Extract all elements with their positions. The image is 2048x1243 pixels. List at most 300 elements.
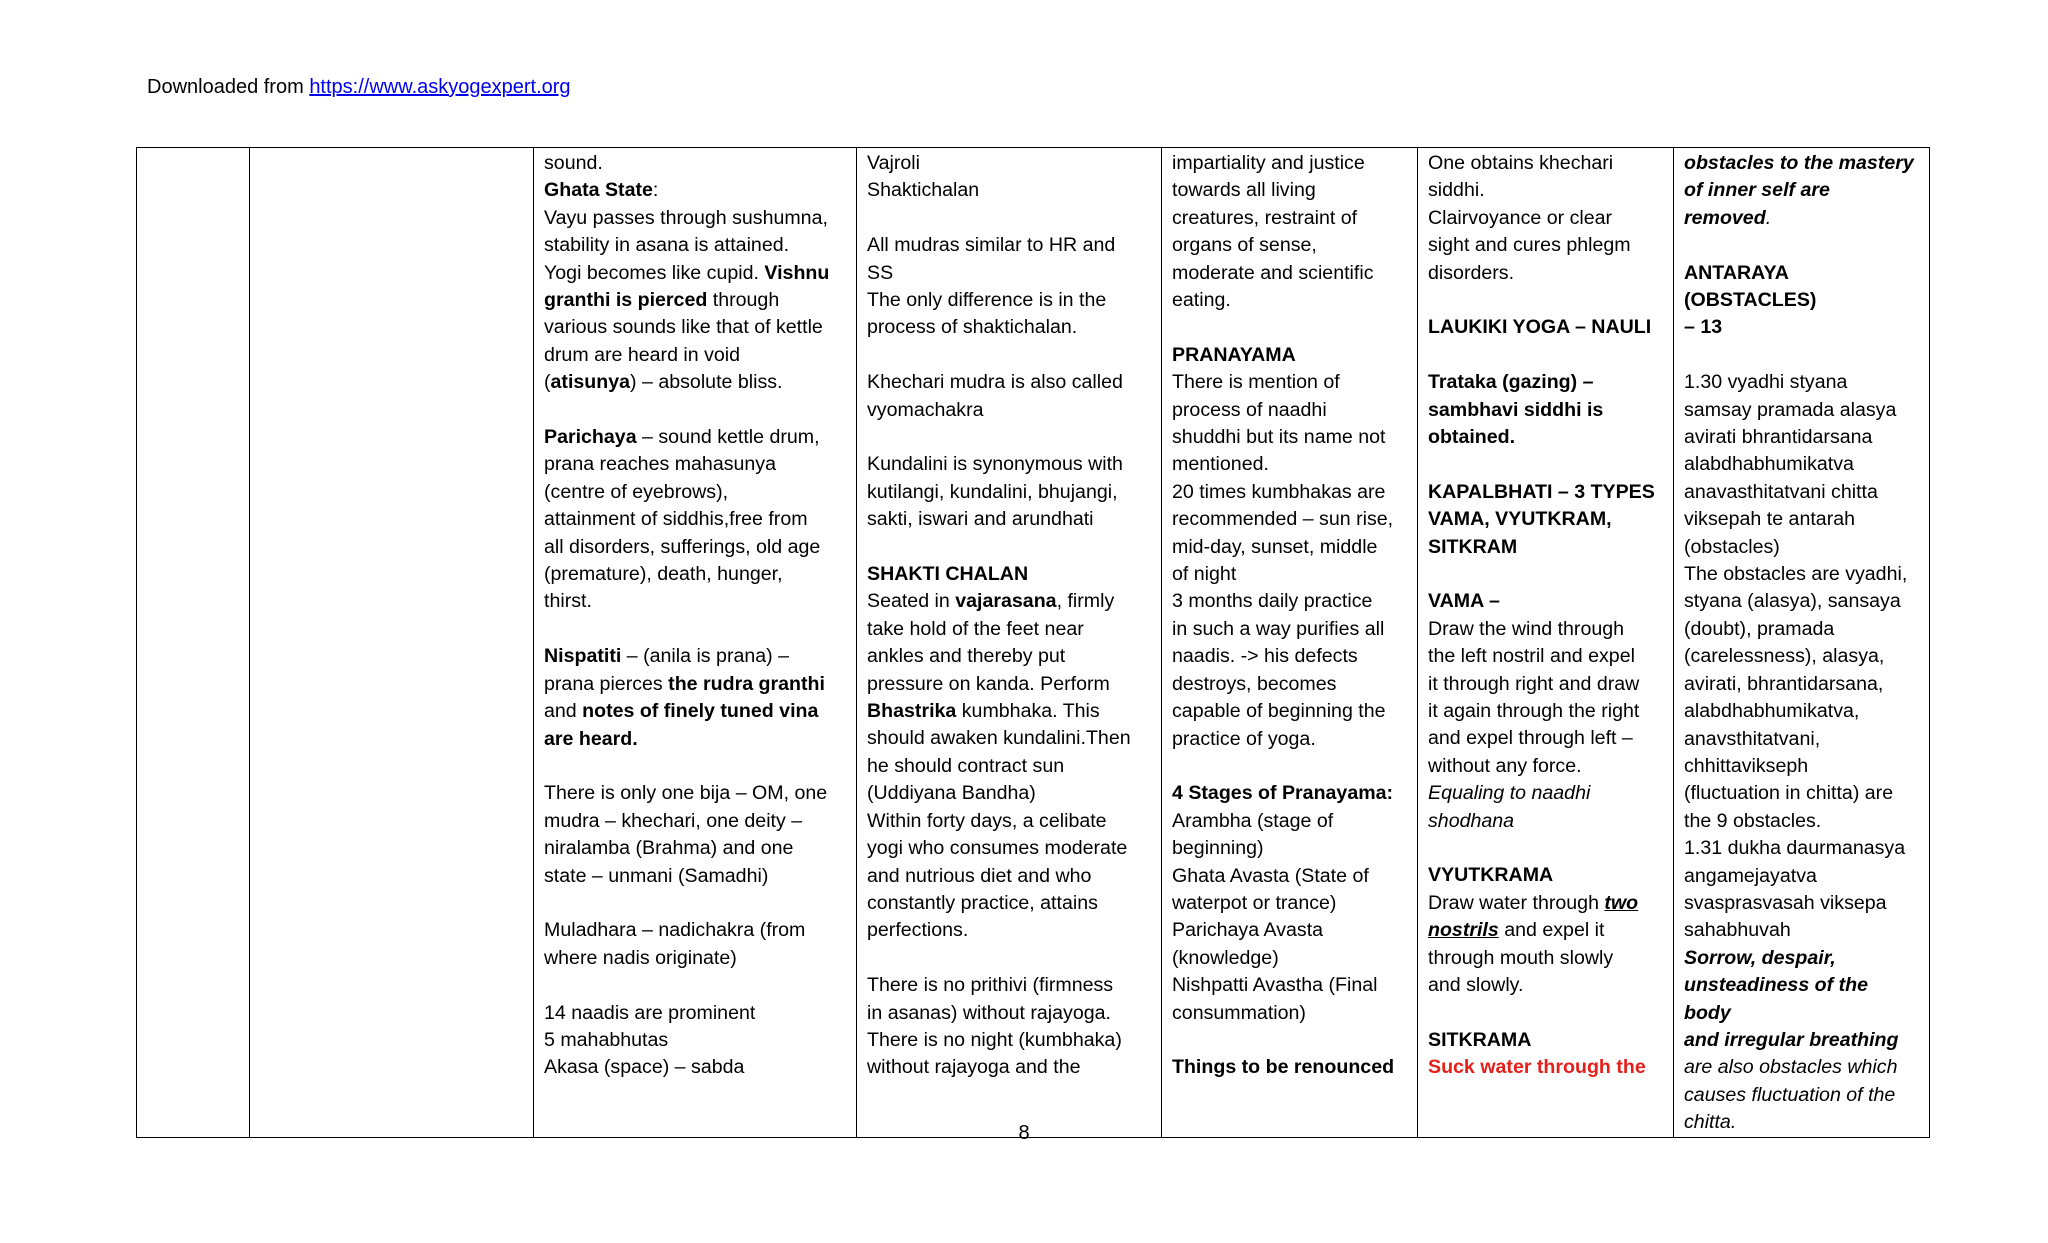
- text-run: the left nostril and expel: [1428, 645, 1635, 668]
- text-run: practice of yoga.: [1172, 727, 1316, 750]
- text-run: (knowledge): [1172, 946, 1279, 969]
- text-line: [544, 643, 846, 670]
- text-line: [1684, 1082, 1919, 1109]
- text-run: Suck water through the: [1428, 1056, 1646, 1079]
- text-run: The obstacles are vyadhi,: [1684, 563, 1908, 586]
- text-line: [1684, 588, 1919, 615]
- text-line: [1428, 643, 1663, 670]
- text-run: obstacles to the mastery: [1684, 152, 1914, 174]
- text-run: impartiality and justice: [1172, 152, 1365, 174]
- table-cell-col-2: [250, 148, 534, 1138]
- text-run: attainment of siddhis,free from: [544, 508, 808, 531]
- text-line: [1684, 1027, 1919, 1054]
- text-line: [544, 917, 846, 944]
- text-line: [1428, 342, 1663, 369]
- text-run: drum are heard in void: [544, 343, 741, 366]
- text-run: capable of beginning the: [1172, 700, 1386, 723]
- text-run: (premature), death, hunger,: [544, 563, 783, 586]
- text-run: Clairvoyance or clear: [1428, 206, 1613, 229]
- text-run: creatures, restraint of: [1172, 206, 1358, 229]
- text-line: [867, 177, 1151, 204]
- text-line: [1428, 205, 1663, 232]
- text-line: [544, 150, 846, 177]
- text-line: [867, 945, 1151, 972]
- text-run: eating.: [1172, 289, 1231, 312]
- text-line: [1172, 643, 1407, 670]
- text-run: (doubt), pramada: [1684, 617, 1835, 640]
- text-run: 1.31 dukha daurmanasya: [1684, 837, 1906, 860]
- table-row: [137, 148, 1930, 1138]
- text-line: [867, 232, 1151, 259]
- text-line: [544, 698, 846, 725]
- content-table: [136, 147, 1930, 1138]
- text-line: [1428, 972, 1663, 999]
- text-run: the rudra granthi: [668, 672, 825, 695]
- text-line: [867, 479, 1151, 506]
- text-line: [544, 1054, 846, 1081]
- text-run: 14 naadis are prominent: [544, 1001, 756, 1024]
- text-line: [867, 534, 1151, 561]
- text-run: without rajayoga and the: [867, 1056, 1081, 1079]
- text-run: viksepah te antarah: [1684, 508, 1856, 531]
- text-run: constantly practice, attains: [867, 891, 1098, 914]
- text-line: [1428, 945, 1663, 972]
- text-run: and slowly.: [1428, 974, 1524, 997]
- text-run: are also obstacles which: [1684, 1056, 1898, 1079]
- text-line: [1172, 451, 1407, 478]
- text-line: [867, 753, 1151, 780]
- text-run: without any force.: [1428, 754, 1582, 777]
- text-line: [1684, 972, 1919, 1027]
- text-run: Ghata Avasta (State of: [1172, 864, 1369, 887]
- text-line: [1428, 671, 1663, 698]
- text-line: [544, 890, 846, 917]
- text-run: it through right and draw: [1428, 672, 1640, 695]
- text-run: Kundalini is synonymous with: [867, 453, 1123, 476]
- text-run: ) – absolute bliss.: [630, 371, 783, 394]
- text-run: it again through the right: [1428, 700, 1640, 723]
- table-cell-col-5: [1162, 148, 1418, 1138]
- text-line: [1684, 945, 1919, 972]
- text-line: [544, 588, 846, 615]
- text-run: Sorrow, despair,: [1684, 946, 1836, 969]
- text-line: [867, 972, 1151, 999]
- text-line: [1428, 314, 1663, 341]
- text-run: in such a way purifies all: [1172, 617, 1385, 640]
- header-prefix: Downloaded from: [147, 76, 310, 98]
- text-run: and: [544, 700, 583, 723]
- text-line: [544, 451, 846, 478]
- text-line: [1172, 506, 1407, 533]
- text-line: [1684, 479, 1919, 506]
- text-run: KAPALBHATI – 3 TYPES: [1428, 480, 1655, 503]
- text-line: [1172, 314, 1407, 341]
- text-line: [1172, 205, 1407, 232]
- text-line: [1172, 1000, 1407, 1027]
- text-run: in asanas) without rajayoga.: [867, 1001, 1111, 1024]
- text-run: SS: [867, 261, 894, 284]
- text-run: Draw the wind through: [1428, 617, 1625, 640]
- text-run: PRANAYAMA: [1172, 343, 1296, 366]
- text-run: Muladhara – nadichakra (from: [544, 919, 806, 942]
- text-run: process of naadhi: [1172, 398, 1327, 421]
- text-line: [867, 342, 1151, 369]
- text-run: Vajroli: [867, 152, 920, 174]
- text-line: [1684, 534, 1919, 561]
- text-line: [544, 863, 846, 890]
- text-line: [544, 780, 846, 807]
- text-line: [1172, 150, 1407, 177]
- text-run: organs of sense,: [1172, 234, 1317, 257]
- text-run: perfections.: [867, 919, 969, 942]
- text-line: [1172, 260, 1407, 287]
- text-run: granthi is pierced: [544, 289, 708, 312]
- text-line: [544, 561, 846, 588]
- text-run: , firmly: [1056, 590, 1115, 613]
- text-line: [867, 205, 1151, 232]
- source-link[interactable]: https://www.askyogexpert.org: [309, 76, 571, 98]
- text-line: [1428, 506, 1663, 533]
- text-run: svasprasvasah viksepa: [1684, 891, 1887, 914]
- text-line: [1428, 808, 1663, 835]
- text-run: alabdhabhumikatva,: [1684, 700, 1860, 723]
- text-line: [1428, 780, 1663, 807]
- text-line: [1684, 780, 1919, 807]
- text-run: SHAKTI CHALAN: [867, 563, 1029, 586]
- text-line: [1172, 917, 1407, 944]
- text-run: nostrils: [1428, 919, 1499, 942]
- text-line: [1684, 616, 1919, 643]
- text-run: 1.30 vyadhi styana: [1684, 371, 1848, 394]
- text-line: [1428, 369, 1663, 396]
- text-run: 20 times kumbhakas are: [1172, 480, 1386, 503]
- text-line: [1172, 424, 1407, 451]
- text-run: avirati bhrantidarsana: [1684, 426, 1873, 449]
- text-line: [1428, 451, 1663, 478]
- text-line: [1172, 342, 1407, 369]
- text-run: Within forty days, a celibate: [867, 809, 1107, 832]
- text-line: [544, 287, 846, 314]
- text-run: prana pierces: [544, 672, 669, 695]
- text-run: recommended – sun rise,: [1172, 508, 1394, 531]
- text-line: [544, 616, 846, 643]
- text-run: alabdhabhumikatva: [1684, 453, 1854, 476]
- text-line: [1172, 534, 1407, 561]
- text-run: 5 mahabhutas: [544, 1028, 669, 1051]
- text-line: [1684, 1054, 1919, 1081]
- text-run: ANTARAYA (OBSTACLES): [1684, 261, 1817, 312]
- text-line: [1428, 397, 1663, 424]
- text-run: sakti, iswari and arundhati: [867, 508, 1094, 531]
- text-line: [1428, 287, 1663, 314]
- text-run: atisunya: [550, 371, 631, 394]
- text-run: Parichaya Avasta: [1172, 919, 1324, 942]
- text-run: (centre of eyebrows),: [544, 480, 729, 503]
- text-line: [867, 863, 1151, 890]
- text-run: There is mention of: [1172, 371, 1340, 394]
- text-run: There is no night (kumbhaka): [867, 1028, 1122, 1051]
- text-run: sahabhuvah: [1684, 919, 1791, 942]
- table-cell-col-7: [1674, 148, 1930, 1138]
- text-line: [867, 1000, 1151, 1027]
- text-line: [867, 1054, 1151, 1081]
- text-run: and nutrious diet and who: [867, 864, 1092, 887]
- text-run: There is only one bija – OM, one: [544, 782, 828, 805]
- text-line: [867, 397, 1151, 424]
- text-run: moderate and scientific: [1172, 261, 1374, 284]
- text-run: The only difference is in the: [867, 289, 1107, 312]
- text-run: he should contract sun: [867, 754, 1065, 777]
- text-run: stability in asana is attained.: [544, 234, 790, 257]
- text-line: [867, 588, 1151, 615]
- text-line: [1172, 835, 1407, 862]
- text-line: [1684, 451, 1919, 478]
- text-run: All mudras similar to HR and: [867, 234, 1116, 257]
- text-run: angamejayatva: [1684, 864, 1817, 887]
- page-number: 8: [1018, 1122, 1030, 1144]
- text-line: [1172, 698, 1407, 725]
- text-line: [1172, 671, 1407, 698]
- text-run: of night: [1172, 563, 1237, 586]
- text-line: [867, 561, 1151, 588]
- text-run: prana reaches mahasunya: [544, 453, 777, 476]
- text-line: [1684, 177, 1919, 204]
- text-run: and expel through left –: [1428, 727, 1633, 750]
- text-run: Yogi becomes like cupid.: [544, 261, 765, 284]
- text-run: obtained.: [1428, 426, 1516, 449]
- text-run: sound.: [544, 152, 603, 174]
- text-line: [867, 424, 1151, 451]
- text-run: :: [652, 179, 659, 202]
- text-run: VYUTKRAMA: [1428, 864, 1554, 887]
- text-run: Draw water through: [1428, 891, 1605, 914]
- text-run: anavsthitatvani,: [1684, 727, 1821, 750]
- text-run: the 9 obstacles.: [1684, 809, 1822, 832]
- text-run: mentioned.: [1172, 453, 1269, 476]
- text-line: [1428, 561, 1663, 588]
- text-line: [1172, 972, 1407, 999]
- text-line: [544, 232, 846, 259]
- text-line: [1172, 726, 1407, 753]
- text-line: [1428, 698, 1663, 725]
- text-line: [867, 780, 1151, 807]
- text-run: chhittavikseph: [1684, 754, 1809, 777]
- text-run: through mouth slowly: [1428, 946, 1614, 969]
- text-run: sight and cures phlegm: [1428, 234, 1631, 257]
- text-run: take hold of the feet near: [867, 617, 1084, 640]
- text-run: Ghata State: [544, 179, 653, 202]
- text-line: [1172, 753, 1407, 780]
- text-line: [867, 643, 1151, 670]
- text-line: [1428, 424, 1663, 451]
- text-line: [544, 1000, 846, 1027]
- text-run: yogi who consumes moderate: [867, 837, 1128, 860]
- text-line: [1428, 862, 1663, 889]
- text-line: [867, 671, 1151, 698]
- text-run: through: [707, 289, 780, 312]
- text-line: [867, 835, 1151, 862]
- text-line: [1684, 698, 1919, 725]
- text-run: kutilangi, kundalini, bhujangi,: [867, 480, 1118, 503]
- text-line: [1172, 369, 1407, 396]
- text-run: Arambha (stage of: [1172, 809, 1334, 832]
- text-run: and irregular breathing: [1684, 1028, 1899, 1051]
- text-line: [544, 753, 846, 780]
- text-line: [1172, 177, 1407, 204]
- text-run: (fluctuation in chitta) are: [1684, 782, 1894, 805]
- text-line: [1684, 917, 1919, 944]
- text-line: [1428, 1000, 1663, 1027]
- text-line: [1428, 835, 1663, 862]
- table-cell-col-1: [137, 148, 250, 1138]
- text-run: Things to be renounced: [1172, 1056, 1395, 1079]
- text-line: [1684, 314, 1919, 341]
- text-run: anavasthitatvani chitta: [1684, 480, 1878, 503]
- text-line: [1428, 177, 1663, 204]
- text-run: various sounds like that of kettle: [544, 316, 823, 339]
- text-line: [1428, 917, 1663, 944]
- text-line: [1684, 890, 1919, 917]
- text-line: [1428, 1027, 1663, 1054]
- text-line: [544, 479, 846, 506]
- text-line: [1684, 561, 1919, 588]
- text-line: [1428, 588, 1663, 615]
- text-line: [867, 1027, 1151, 1054]
- text-run: kumbhaka. This: [956, 700, 1100, 723]
- text-line: [867, 890, 1151, 917]
- text-line: [1684, 342, 1919, 369]
- text-run: causes fluctuation of the: [1684, 1083, 1896, 1106]
- text-run: Vishnu: [764, 261, 830, 284]
- text-run: 3 months daily practice: [1172, 590, 1373, 613]
- text-line: [544, 671, 846, 698]
- text-run: avirati, bhrantidarsana,: [1684, 672, 1884, 695]
- text-run: mid-day, sunset, middle: [1172, 535, 1378, 558]
- text-run: naadis. -> his defects: [1172, 645, 1358, 668]
- text-run: beginning): [1172, 837, 1264, 860]
- text-line: [544, 534, 846, 561]
- text-line: [1684, 808, 1919, 835]
- text-run: destroys, becomes: [1172, 672, 1337, 695]
- text-run: Nishpatti Avastha (Final: [1172, 974, 1378, 997]
- text-line: [1172, 945, 1407, 972]
- text-line: [1684, 260, 1919, 315]
- text-line: [1684, 506, 1919, 533]
- text-line: [1428, 150, 1663, 177]
- text-run: shuddhi but its name not: [1172, 426, 1386, 449]
- text-run: VAMA –: [1428, 590, 1500, 613]
- text-run: VAMA, VYUTKRAM,: [1428, 508, 1612, 531]
- text-line: [1684, 863, 1919, 890]
- text-run: .: [1765, 206, 1772, 229]
- text-run: removed: [1684, 206, 1766, 229]
- text-run: chitta.: [1684, 1111, 1737, 1134]
- text-run: two: [1604, 891, 1639, 914]
- table-cell-col-3: [534, 148, 857, 1138]
- text-run: Equaling to naadhi: [1428, 782, 1591, 805]
- text-line: [544, 506, 846, 533]
- text-line: [544, 972, 846, 999]
- text-line: [1428, 616, 1663, 643]
- text-run: where nadis originate): [544, 946, 737, 969]
- text-run: towards all living: [1172, 179, 1316, 202]
- text-line: [544, 835, 846, 862]
- table-cell-col-4: [857, 148, 1162, 1138]
- text-line: [867, 150, 1151, 177]
- text-line: [1428, 232, 1663, 259]
- text-line: [867, 506, 1151, 533]
- text-line: [544, 945, 846, 972]
- text-run: sambhavi siddhi is: [1428, 398, 1604, 421]
- text-line: [1172, 397, 1407, 424]
- text-line: [544, 342, 846, 369]
- text-run: Shaktichalan: [867, 179, 980, 202]
- text-line: [1172, 808, 1407, 835]
- text-line: [1684, 753, 1919, 780]
- text-run: – (anila is prana) –: [621, 645, 790, 668]
- text-line: [867, 698, 1151, 725]
- text-line: [544, 177, 846, 204]
- text-line: [1428, 260, 1663, 287]
- text-line: [1172, 588, 1407, 615]
- text-line: [1172, 287, 1407, 314]
- text-line: [1172, 1027, 1407, 1054]
- text-run: ankles and thereby put: [867, 645, 1066, 668]
- text-run: (carelessness), alasya,: [1684, 645, 1885, 668]
- text-line: [1172, 479, 1407, 506]
- text-run: LAUKIKI YOGA – NAULI: [1428, 316, 1652, 339]
- text-run: Nispatiti: [544, 645, 622, 668]
- text-run: Bhastrika: [867, 700, 957, 723]
- text-run: mudra – khechari, one deity –: [544, 809, 803, 832]
- text-run: SITKRAMA: [1428, 1028, 1532, 1051]
- text-run: (obstacles): [1684, 535, 1780, 558]
- text-run: consummation): [1172, 1001, 1306, 1024]
- text-run: notes of finely tuned vina: [582, 700, 819, 723]
- text-line: [544, 260, 846, 287]
- text-run: pressure on kanda. Perform: [867, 672, 1110, 695]
- text-line: [1172, 863, 1407, 890]
- text-run: styana (alasya), sansaya: [1684, 590, 1901, 613]
- text-run: Seated in: [867, 590, 956, 613]
- text-line: [1172, 1054, 1407, 1081]
- text-run: samsay pramada alasya: [1684, 398, 1897, 421]
- text-line: [1684, 671, 1919, 698]
- text-line: [544, 205, 846, 232]
- text-run: SITKRAM: [1428, 535, 1518, 558]
- text-line: [1172, 561, 1407, 588]
- text-line: [867, 451, 1151, 478]
- text-line: [1172, 616, 1407, 643]
- text-line: [1684, 424, 1919, 451]
- text-run: disorders.: [1428, 261, 1515, 284]
- text-line: [1684, 726, 1919, 753]
- text-line: [544, 726, 846, 753]
- text-line: [867, 314, 1151, 341]
- text-line: [867, 287, 1151, 314]
- text-line: [1684, 150, 1919, 177]
- text-run: Vayu passes through sushumna,: [544, 206, 828, 229]
- text-run: unsteadiness of the body: [1684, 974, 1868, 1024]
- text-line: [867, 808, 1151, 835]
- text-run: vyomachakra: [867, 398, 984, 421]
- text-line: [867, 725, 1151, 752]
- text-line: [1428, 479, 1663, 506]
- text-run: are heard.: [544, 727, 638, 750]
- text-line: [867, 917, 1151, 944]
- text-line: [544, 397, 846, 424]
- text-line: [1172, 890, 1407, 917]
